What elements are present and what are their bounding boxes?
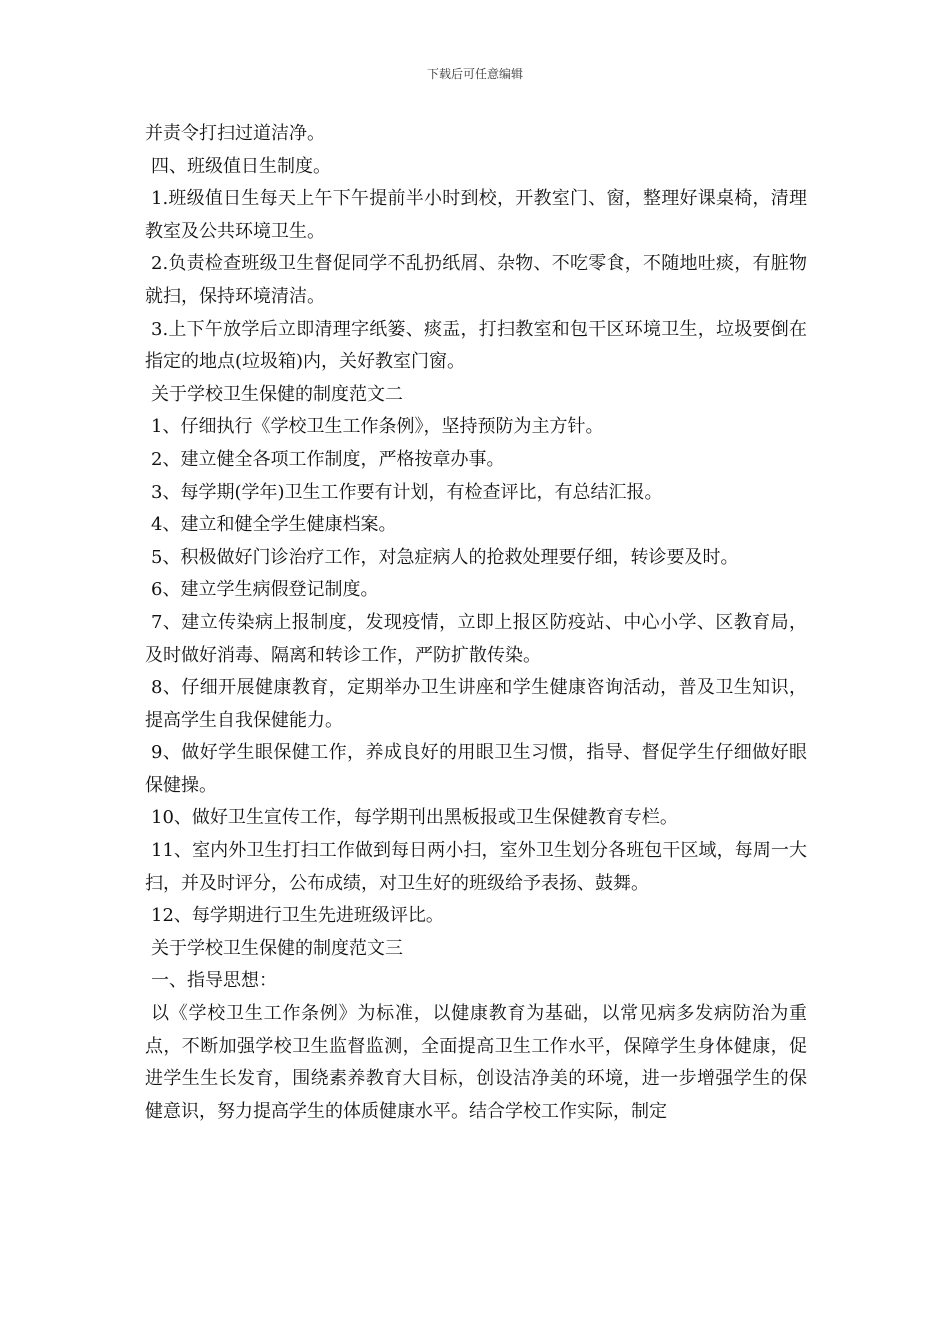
list-item: 6、建立学生病假登记制度。: [151, 579, 379, 601]
document-body: [145, 118, 807, 1128]
list-item: 11、室内外卫生打扫工作做到每日两小扫，室外卫生划分各班包干区域，每周一大扫，并及时评分，公布成绩，对卫生好的班级给予表扬、鼓舞。: [145, 840, 807, 894]
paragraph: 以《学校卫生工作条例》为标准，以健康教育为基础，以常见病多发病防治为重点，不断加强学校卫生监督监测，全面提高卫生工作水平，保障学生身体健康，促进学生生长发育，围绕素养教育大目标，创设洁净美的环境，进一步增强学生的保健意识，努力提高学生的体质健康水平。结合学校工作实际，制定: [145, 1003, 807, 1122]
list-item: 4、建立和健全学生健康档案。: [151, 514, 397, 536]
list-item: 10、做好卫生宣传工作，每学期刊出黑板报或卫生保健教育专栏。: [151, 807, 678, 829]
list-item: 3.上下午放学后立即清理字纸篓、痰盂，打扫教室和包干区环境卫生，垃圾要倒在指定的地点(垃圾箱)内，关好教室门窗。: [145, 318, 807, 373]
page-header-note: 下载后可任意编辑: [426, 67, 523, 81]
paragraph: 并责令打扫过道洁净。: [145, 123, 325, 144]
list-item: 2、建立健全各项工作制度，严格按章办事。: [151, 448, 505, 470]
list-item: 2.负责检查班级卫生督促同学不乱扔纸屑、杂物、不吃零食，不随地吐痰，有脏物就扫，保持环境清洁。: [145, 253, 807, 307]
list-item: 9、做好学生眼保健工作，养成良好的用眼卫生习惯，指导、督促学生仔细做好眼保健操。: [145, 742, 807, 796]
section-title: 关于学校卫生保健的制度范文三: [151, 937, 403, 959]
list-item: 1、仔细执行《学校卫生工作条例》，坚持预防为主方针。: [151, 416, 604, 438]
list-item: 5、积极做好门诊治疗工作，对急症病人的抢救处理要仔细，转诊要及时。: [151, 546, 739, 568]
section-heading: 四、班级值日生制度。: [151, 155, 331, 177]
list-item: 12、每学期进行卫生先进班级评比。: [151, 905, 444, 927]
list-item: 7、建立传染病上报制度，发现疫情，立即上报区防疫站、中心小学、区教育局，及时做好消毒、隔离和转诊工作，严防扩散传染。: [145, 611, 807, 666]
list-item: 8、仔细开展健康教育，定期举办卫生讲座和学生健康咨询活动，普及卫生知识，提高学生自我保健能力。: [145, 677, 807, 731]
list-item: 3、每学期(学年)卫生工作要有计划，有检查评比，有总结汇报。: [151, 481, 663, 503]
section-heading: 一、指导思想：: [151, 970, 277, 992]
list-item: 1.班级值日生每天上午下午提前半小时到校，开教室门、窗，整理好课桌椅，清理教室及公共环境卫生。: [145, 188, 807, 242]
section-title: 关于学校卫生保健的制度范文二: [151, 383, 403, 405]
